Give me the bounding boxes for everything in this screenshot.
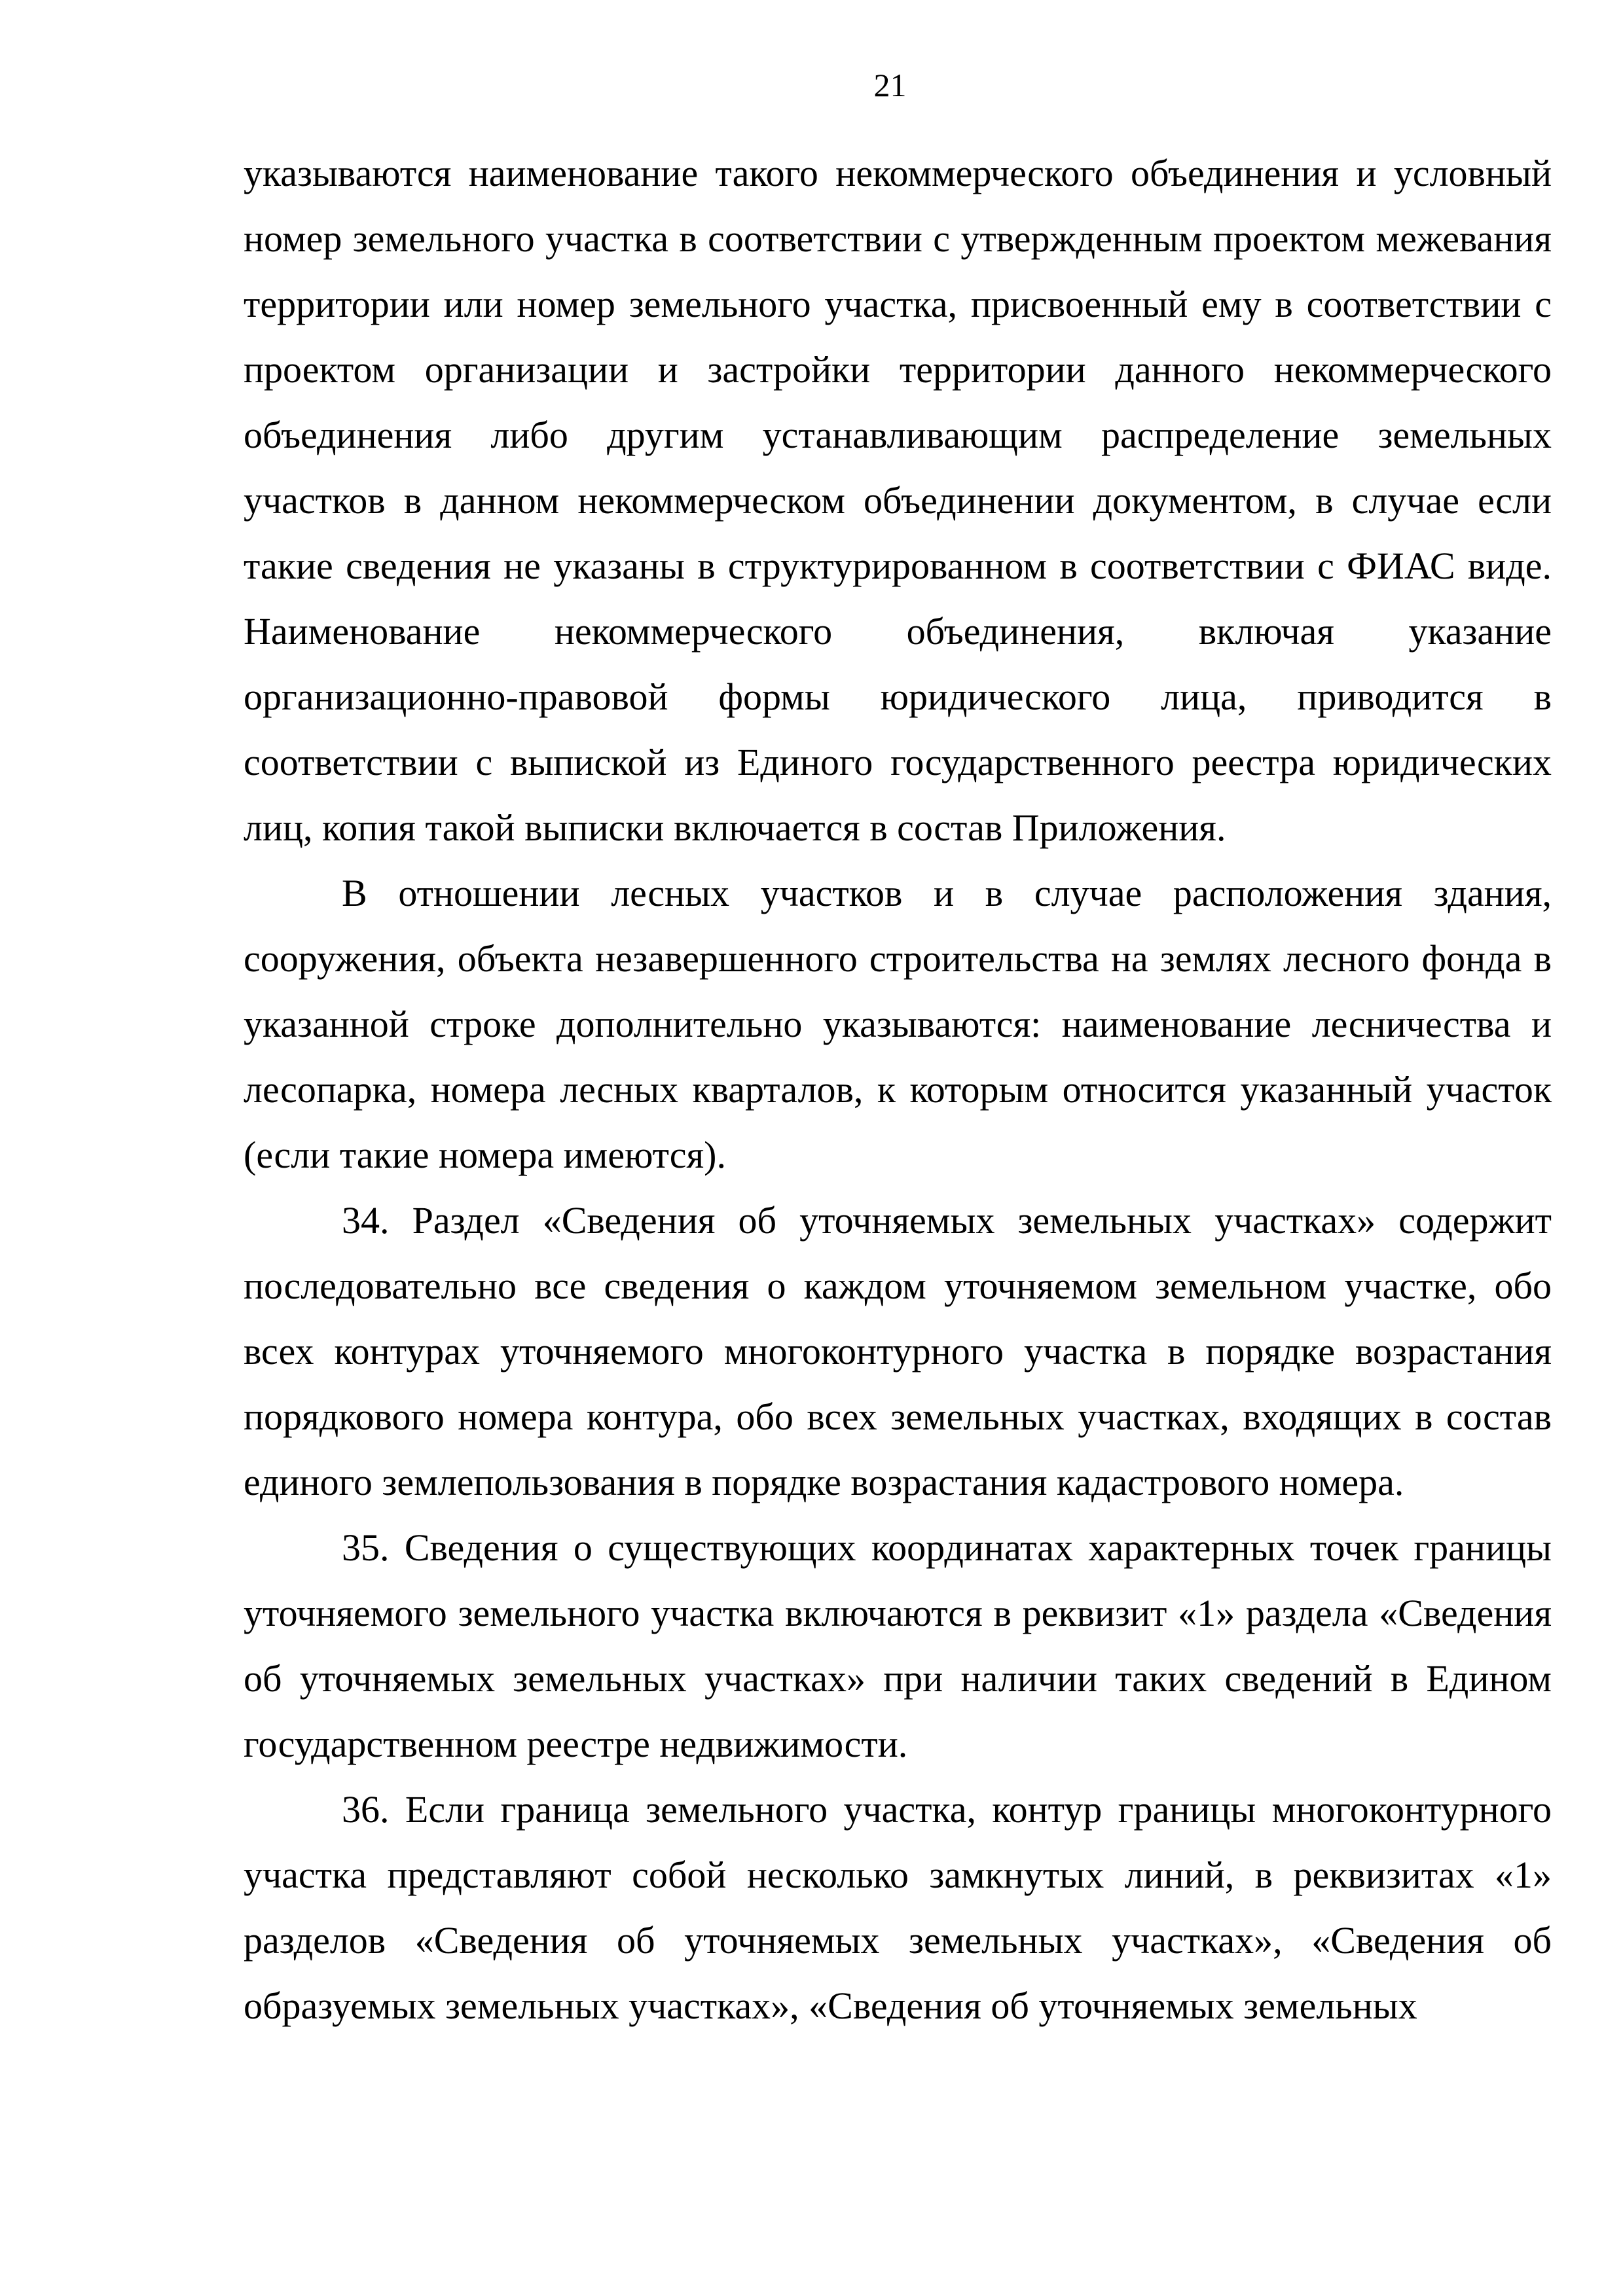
paragraph-35: 35. Сведения о существующих координатах характерных точек границы уточняемого земельного участка включаются в реквизит «1» раздела «Сведения об уточняемых земельных участках» при наличии таких сведений в Едином государственном реестре недвижимости. — [244, 1526, 1552, 1765]
paragraph-forest-plots: В отношении лесных участков и в случае расположения здания, сооружения, объекта незавершенного строительства на землях лесного фонда в указанной строке дополнительно указываются: наименование лесничества и лесопарка, номера лесных кварталов, к которым относится указанный участок (если такие номера имеются). — [244, 872, 1552, 1176]
document-body — [244, 141, 1552, 2039]
page-number: 21 — [873, 67, 907, 103]
paragraph-continuation: указываются наименование такого некоммерческого объединения и условный номер земельного участка в соответствии с утвержденным проектом межевания территории или номер земельного участка, присвоенный ему в соответствии с проектом организации и застройки территории данного некоммерческого объединения либо другим устанавливающим распределение земельных участков в данном некоммерческом объединении документом, в случае если такие сведения не указаны в структурированном в соответствии с ФИАС виде. Наименование некоммерческого объединения, включая указание организационно-правовой формы юридического лица, приводится в соответствии с выпиской из Единого государственного реестра юридических лиц, копия такой выписки включается в состав Приложения. — [244, 152, 1552, 849]
paragraph-36: 36. Если граница земельного участка, контур границы многоконтурного участка представляют собой несколько замкнутых линий, в реквизитах «1» разделов «Сведения об уточняемых земельных участках», «Сведения об образуемых земельных участках», «Сведения об уточняемых земельных — [244, 1788, 1552, 2027]
paragraph-34: 34. Раздел «Сведения об уточняемых земельных участках» содержит последовательно все сведения о каждом уточняемом земельном участке, обо всех контурах уточняемого многоконтурного участка в порядке возрастания порядкового номера контура, обо всех земельных участках, входящих в состав единого землепользования в порядке возрастания кадастрового номера. — [244, 1199, 1552, 1503]
